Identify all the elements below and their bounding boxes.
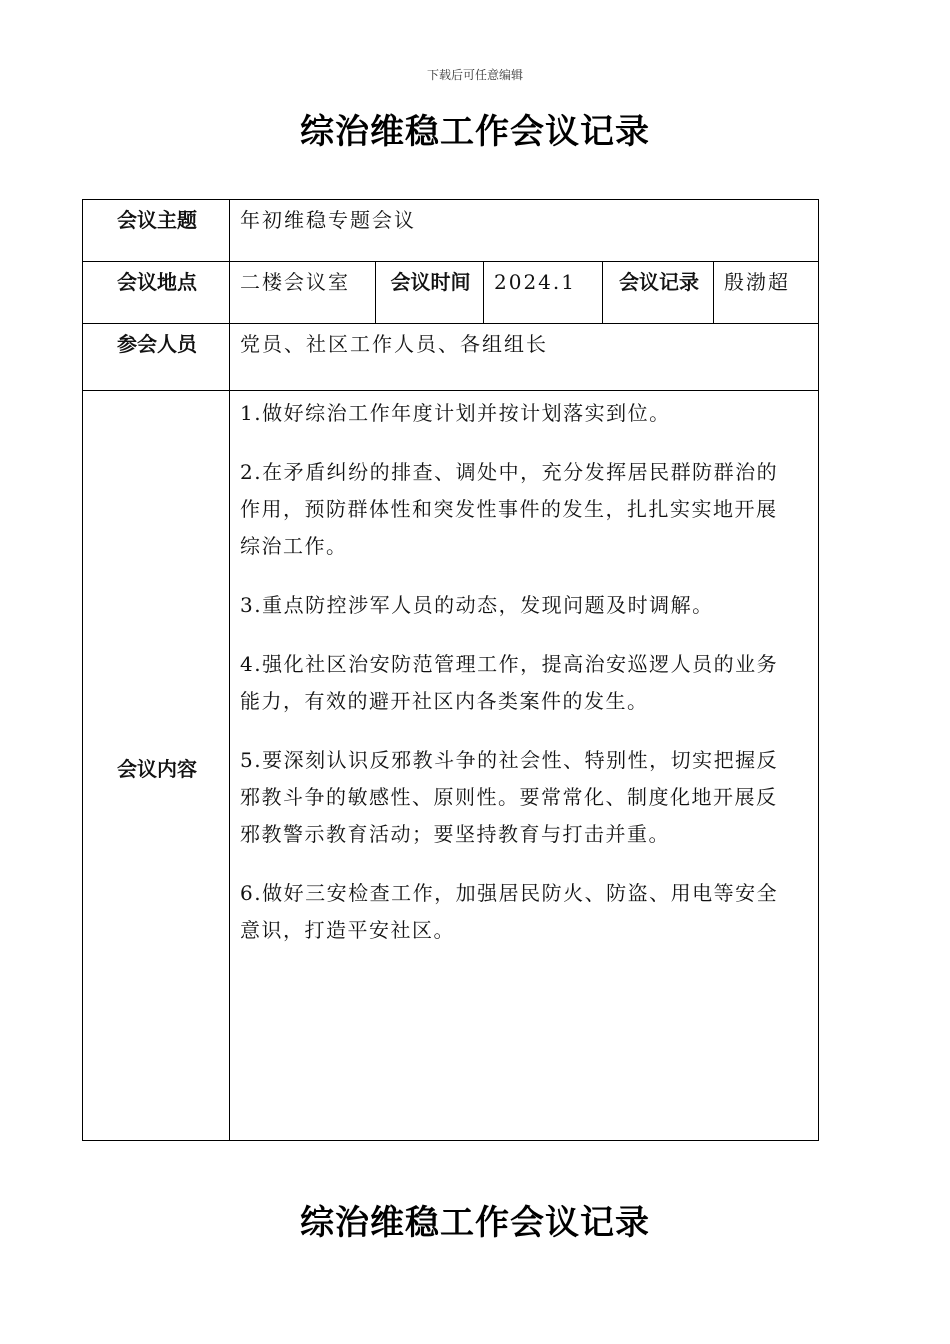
meeting-record-table xyxy=(82,199,819,1141)
location-value: 二楼会议室 xyxy=(230,262,376,324)
header-note: 下载后可任意编辑 xyxy=(426,68,523,82)
recorder-label: 会议记录 xyxy=(603,262,714,324)
topic-value: 年初维稳专题会议 xyxy=(230,200,819,262)
content-row xyxy=(83,391,819,1141)
content-item: 3.重点防控涉军人员的动态，发现问题及时调解。 xyxy=(240,593,714,617)
content-item: 1.做好综治工作年度计划并按计划落实到位。 xyxy=(240,401,671,425)
topic-row xyxy=(83,200,819,262)
location-time-row xyxy=(83,262,819,324)
time-label: 会议时间 xyxy=(376,262,484,324)
content-item: 4.强化社区治安防范管理工作，提高治安巡逻人员的业务能力，有效的避开社区内各类案件的发生。 xyxy=(240,652,779,713)
content-item: 5.要深刻认识反邪教斗争的社会性、特别性，切实把握反邪教斗争的敏感性、原则性。要常常化、制度化地开展反邪教警示教育活动；要坚持教育与打击并重。 xyxy=(240,748,779,846)
content-body xyxy=(230,391,819,1141)
location-label: 会议地点 xyxy=(83,262,230,324)
attendees-value: 党员、社区工作人员、各组组长 xyxy=(230,324,819,391)
attendees-label: 参会人员 xyxy=(83,324,230,391)
document-title-repeat: 综治维稳工作会议记录 xyxy=(300,1203,650,1243)
document-title: 综治维稳工作会议记录 xyxy=(300,112,650,152)
content-item: 2.在矛盾纠纷的排查、调处中，充分发挥居民群防群治的作用，预防群体性和突发性事件的发生，扎扎实实地开展综治工作。 xyxy=(240,460,779,558)
topic-label: 会议主题 xyxy=(83,200,230,262)
attendees-row xyxy=(83,324,819,391)
recorder-value: 殷渤超 xyxy=(714,262,819,324)
time-value: 2024.1 xyxy=(484,262,603,324)
content-item: 6.做好三安检查工作，加强居民防火、防盗、用电等安全意识，打造平安社区。 xyxy=(240,881,779,942)
content-label: 会议内容 xyxy=(83,391,230,1141)
